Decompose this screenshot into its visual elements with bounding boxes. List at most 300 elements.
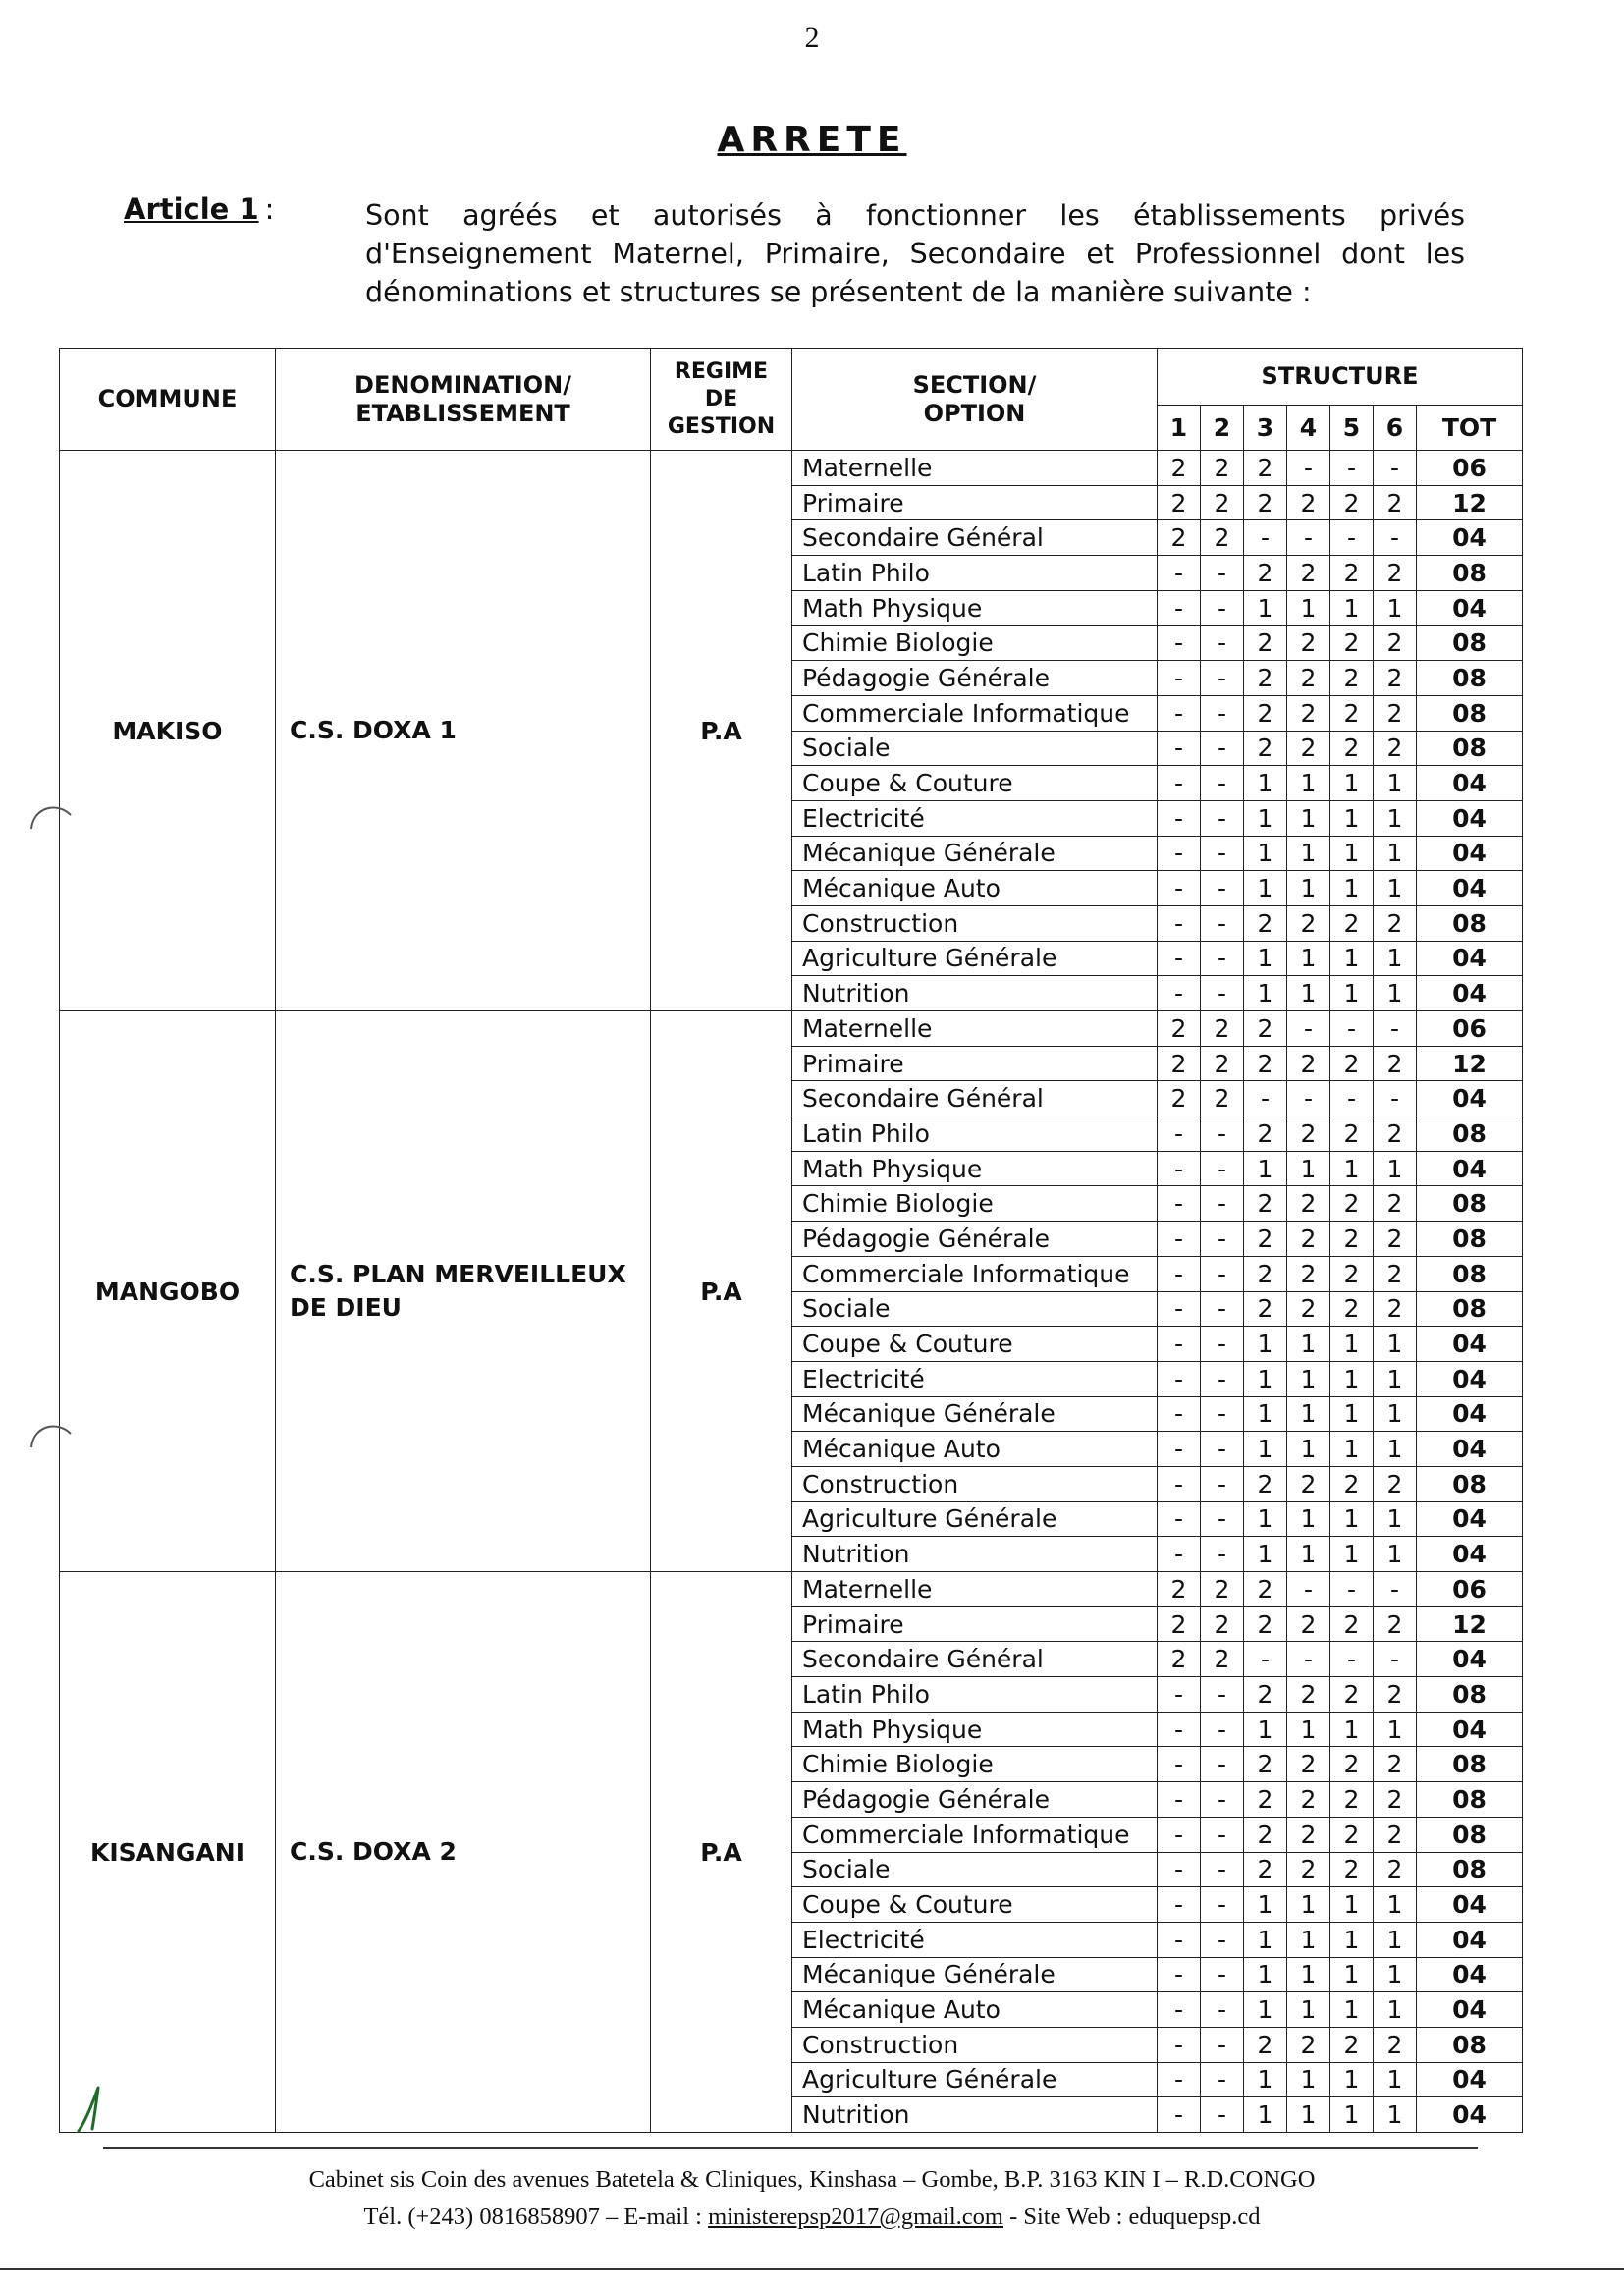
total-cell: 04 (1417, 871, 1523, 906)
level-2-cell: 2 (1201, 1572, 1244, 1607)
level-1-cell: - (1158, 1677, 1201, 1713)
level-4-cell: 1 (1287, 1712, 1330, 1747)
level-2-cell: 2 (1201, 451, 1244, 486)
commune-cell: KISANGANI (60, 1572, 276, 2133)
level-1-cell: - (1158, 1852, 1201, 1887)
level-5-cell: 2 (1330, 1606, 1374, 1642)
level-4-cell: 2 (1287, 556, 1330, 591)
level-2-cell: 2 (1201, 1011, 1244, 1047)
header-regime-line1: REGIME (674, 358, 769, 384)
level-6-cell: 2 (1374, 1222, 1417, 1257)
level-4-cell: 1 (1287, 1887, 1330, 1923)
total-cell: 08 (1417, 1852, 1523, 1887)
level-3-cell: 2 (1244, 1572, 1287, 1607)
level-5-cell: 2 (1330, 905, 1374, 941)
denomination-line: C.S. DOXA 2 (290, 1837, 457, 1866)
level-6-cell: - (1374, 1642, 1417, 1677)
level-1-cell: - (1158, 626, 1201, 661)
level-6-cell: 1 (1374, 1922, 1417, 1957)
total-cell: 08 (1417, 661, 1523, 696)
total-cell: 04 (1417, 1501, 1523, 1537)
level-1-cell: - (1158, 1747, 1201, 1782)
section-option-cell: Secondaire Général (792, 1642, 1158, 1677)
level-2-cell: 2 (1201, 1642, 1244, 1677)
total-cell: 04 (1417, 1327, 1523, 1362)
level-4-cell: 1 (1287, 2062, 1330, 2097)
level-2-cell: - (1201, 1222, 1244, 1257)
total-cell: 12 (1417, 1046, 1523, 1081)
level-5-cell: - (1330, 520, 1374, 556)
level-1-cell: - (1158, 1712, 1201, 1747)
level-3-cell: 2 (1244, 1782, 1287, 1818)
level-6-cell: 2 (1374, 661, 1417, 696)
header-section-line2: OPTION (923, 399, 1026, 427)
level-5-cell: 2 (1330, 1466, 1374, 1501)
level-4-cell: 2 (1287, 1782, 1330, 1818)
level-3-cell: 1 (1244, 1151, 1287, 1186)
total-cell: 04 (1417, 1712, 1523, 1747)
level-4-cell: 2 (1287, 626, 1330, 661)
level-3-cell: 1 (1244, 976, 1287, 1011)
level-5-cell: 2 (1330, 1186, 1374, 1222)
denomination-cell (276, 451, 651, 1011)
level-5-cell: 1 (1330, 1887, 1374, 1923)
level-4-cell: 1 (1287, 2097, 1330, 2133)
level-6-cell: 2 (1374, 626, 1417, 661)
level-5-cell: 2 (1330, 695, 1374, 731)
page-bottom-rule (0, 2268, 1624, 2270)
level-4-cell: 1 (1287, 1327, 1330, 1362)
level-1-cell: - (1158, 1887, 1201, 1923)
level-1-cell: 2 (1158, 1081, 1201, 1116)
total-cell: 04 (1417, 1957, 1523, 1992)
level-4-cell: 1 (1287, 871, 1330, 906)
level-2-cell: - (1201, 1747, 1244, 1782)
header-regime-line2: DE (704, 386, 738, 411)
level-1-cell: - (1158, 2097, 1201, 2133)
level-2-cell: - (1201, 2062, 1244, 2097)
section-option-cell: Math Physique (792, 590, 1158, 626)
level-5-cell: 1 (1330, 800, 1374, 836)
level-2-cell: 2 (1201, 520, 1244, 556)
section-option-cell: Nutrition (792, 976, 1158, 1011)
level-5-cell: 1 (1330, 1361, 1374, 1396)
level-2-cell: - (1201, 1186, 1244, 1222)
level-5-cell: 1 (1330, 2062, 1374, 2097)
level-4-cell: 1 (1287, 1957, 1330, 1992)
level-1-cell: - (1158, 1992, 1201, 2028)
level-1-cell: 2 (1158, 485, 1201, 520)
section-option-cell: Coupe & Couture (792, 1327, 1158, 1362)
level-1-cell: - (1158, 1151, 1201, 1186)
header-level-3: 3 (1244, 406, 1287, 451)
level-5-cell: 2 (1330, 1116, 1374, 1152)
level-2-cell: - (1201, 1396, 1244, 1432)
level-3-cell: 1 (1244, 1887, 1287, 1923)
level-2-cell: - (1201, 766, 1244, 801)
section-option-cell: Sociale (792, 1852, 1158, 1887)
section-option-cell: Nutrition (792, 1537, 1158, 1572)
total-cell: 06 (1417, 1572, 1523, 1607)
section-option-cell: Secondaire Général (792, 520, 1158, 556)
level-3-cell: 2 (1244, 1011, 1287, 1047)
header-section (792, 349, 1158, 451)
level-4-cell: 1 (1287, 1922, 1330, 1957)
level-1-cell: - (1158, 905, 1201, 941)
header-level-1: 1 (1158, 406, 1201, 451)
level-2-cell: - (1201, 695, 1244, 731)
total-cell: 12 (1417, 1606, 1523, 1642)
level-3-cell: 2 (1244, 1677, 1287, 1713)
header-regime (651, 349, 792, 451)
level-1-cell: - (1158, 941, 1201, 976)
level-4-cell: 2 (1287, 695, 1330, 731)
header-section-line1: SECTION/ (912, 370, 1037, 399)
level-3-cell: 1 (1244, 871, 1287, 906)
level-2-cell: - (1201, 556, 1244, 591)
level-2-cell: 2 (1201, 1606, 1244, 1642)
level-3-cell: 1 (1244, 800, 1287, 836)
level-5-cell: 1 (1330, 766, 1374, 801)
section-option-cell: Electricité (792, 1361, 1158, 1396)
level-4-cell: 2 (1287, 1222, 1330, 1257)
level-4-cell: 2 (1287, 1677, 1330, 1713)
level-5-cell: 2 (1330, 626, 1374, 661)
level-1-cell: - (1158, 556, 1201, 591)
level-4-cell: 2 (1287, 905, 1330, 941)
level-4-cell: 1 (1287, 766, 1330, 801)
level-6-cell: 1 (1374, 941, 1417, 976)
total-cell: 06 (1417, 451, 1523, 486)
level-2-cell: - (1201, 1466, 1244, 1501)
section-option-cell: Latin Philo (792, 556, 1158, 591)
section-option-cell: Construction (792, 2027, 1158, 2062)
total-cell: 04 (1417, 1537, 1523, 1572)
level-1-cell: - (1158, 766, 1201, 801)
level-6-cell: - (1374, 1011, 1417, 1047)
level-6-cell: 2 (1374, 731, 1417, 766)
section-option-cell: Agriculture Générale (792, 1501, 1158, 1537)
level-1-cell: 2 (1158, 1642, 1201, 1677)
level-3-cell: 1 (1244, 2097, 1287, 2133)
level-2-cell: - (1201, 836, 1244, 871)
level-4-cell: 1 (1287, 1361, 1330, 1396)
table-row (60, 1011, 1523, 1047)
level-4-cell: 2 (1287, 485, 1330, 520)
level-3-cell: 2 (1244, 1046, 1287, 1081)
level-3-cell: 2 (1244, 1291, 1287, 1327)
level-6-cell: 1 (1374, 1432, 1417, 1467)
level-5-cell: - (1330, 1081, 1374, 1116)
section-option-cell: Mécanique Générale (792, 1396, 1158, 1432)
level-1-cell: - (1158, 1817, 1201, 1852)
level-3-cell: - (1244, 520, 1287, 556)
level-6-cell: 1 (1374, 2097, 1417, 2133)
level-3-cell: 2 (1244, 2027, 1287, 2062)
level-5-cell: 1 (1330, 1432, 1374, 1467)
level-4-cell: - (1287, 1011, 1330, 1047)
level-6-cell: - (1374, 1081, 1417, 1116)
level-3-cell: 1 (1244, 2062, 1287, 2097)
level-6-cell: 2 (1374, 2027, 1417, 2062)
level-5-cell: 1 (1330, 590, 1374, 626)
header-structure: STRUCTURE (1158, 349, 1523, 406)
level-1-cell: - (1158, 836, 1201, 871)
header-denomination-line1: DENOMINATION/ (354, 370, 571, 399)
level-3-cell: 1 (1244, 1922, 1287, 1957)
header-level-4: 4 (1287, 406, 1330, 451)
level-4-cell: - (1287, 1572, 1330, 1607)
level-5-cell: 2 (1330, 661, 1374, 696)
section-option-cell: Nutrition (792, 2097, 1158, 2133)
level-5-cell: 1 (1330, 2097, 1374, 2133)
level-6-cell: 1 (1374, 1712, 1417, 1747)
level-4-cell: 2 (1287, 1256, 1330, 1291)
total-cell: 04 (1417, 520, 1523, 556)
level-5-cell: 2 (1330, 1817, 1374, 1852)
level-2-cell: - (1201, 1291, 1244, 1327)
level-4-cell: 2 (1287, 1852, 1330, 1887)
level-2-cell: - (1201, 800, 1244, 836)
level-1-cell: - (1158, 661, 1201, 696)
level-5-cell: 2 (1330, 1782, 1374, 1818)
level-6-cell: 1 (1374, 766, 1417, 801)
level-1-cell: 2 (1158, 1606, 1201, 1642)
level-3-cell: 2 (1244, 661, 1287, 696)
level-4-cell: 2 (1287, 1606, 1330, 1642)
level-5-cell: 2 (1330, 1852, 1374, 1887)
section-option-cell: Maternelle (792, 1011, 1158, 1047)
section-option-cell: Chimie Biologie (792, 1186, 1158, 1222)
level-6-cell: 2 (1374, 695, 1417, 731)
level-1-cell: - (1158, 2027, 1201, 2062)
level-2-cell: - (1201, 1992, 1244, 2028)
total-cell: 08 (1417, 626, 1523, 661)
total-cell: 04 (1417, 1081, 1523, 1116)
level-6-cell: 2 (1374, 1046, 1417, 1081)
level-1-cell: - (1158, 1186, 1201, 1222)
total-cell: 08 (1417, 1817, 1523, 1852)
total-cell: 12 (1417, 485, 1523, 520)
level-1-cell: - (1158, 1222, 1201, 1257)
section-option-cell: Math Physique (792, 1712, 1158, 1747)
level-1-cell: - (1158, 1466, 1201, 1501)
level-4-cell: 1 (1287, 1151, 1330, 1186)
section-option-cell: Chimie Biologie (792, 626, 1158, 661)
level-4-cell: 1 (1287, 976, 1330, 1011)
section-option-cell: Commerciale Informatique (792, 1817, 1158, 1852)
section-option-cell: Commerciale Informatique (792, 1256, 1158, 1291)
section-option-cell: Construction (792, 905, 1158, 941)
section-option-cell: Math Physique (792, 1151, 1158, 1186)
level-5-cell: 1 (1330, 976, 1374, 1011)
total-cell: 04 (1417, 1396, 1523, 1432)
level-5-cell: 1 (1330, 1922, 1374, 1957)
level-6-cell: 2 (1374, 1677, 1417, 1713)
header-total: TOT (1417, 406, 1523, 451)
level-6-cell: 2 (1374, 1186, 1417, 1222)
level-1-cell: - (1158, 1327, 1201, 1362)
level-4-cell: 1 (1287, 1432, 1330, 1467)
level-2-cell: - (1201, 1887, 1244, 1923)
level-2-cell: - (1201, 1256, 1244, 1291)
level-2-cell: - (1201, 1677, 1244, 1713)
level-1-cell: 2 (1158, 520, 1201, 556)
total-cell: 04 (1417, 941, 1523, 976)
footer-email-link[interactable]: ministerepsp2017@gmail.com (708, 2204, 1003, 2230)
level-4-cell: 2 (1287, 731, 1330, 766)
level-6-cell: - (1374, 1572, 1417, 1607)
section-option-cell: Mécanique Auto (792, 871, 1158, 906)
article-text: Sont agréés et autorisés à fonctionner les établissements privés d'Enseignement Maternel, Primaire, Secondaire et Professionnel dont les dénominations et structures se présentent de la manière suivante : (365, 199, 1465, 308)
level-6-cell: 2 (1374, 1817, 1417, 1852)
level-4-cell: - (1287, 520, 1330, 556)
level-5-cell: 2 (1330, 485, 1374, 520)
article-heading (124, 192, 274, 226)
level-4-cell: 1 (1287, 1992, 1330, 2028)
level-2-cell: - (1201, 590, 1244, 626)
level-2-cell: - (1201, 1361, 1244, 1396)
level-1-cell: - (1158, 1116, 1201, 1152)
section-option-cell: Electricité (792, 800, 1158, 836)
section-option-cell: Latin Philo (792, 1677, 1158, 1713)
table-header-row (60, 349, 1523, 406)
section-option-cell: Mécanique Générale (792, 836, 1158, 871)
level-5-cell: 1 (1330, 836, 1374, 871)
level-1-cell: - (1158, 1782, 1201, 1818)
total-cell: 08 (1417, 1677, 1523, 1713)
level-3-cell: 2 (1244, 1466, 1287, 1501)
level-2-cell: - (1201, 1712, 1244, 1747)
header-commune: COMMUNE (60, 349, 276, 451)
level-2-cell: - (1201, 1922, 1244, 1957)
total-cell: 08 (1417, 1186, 1523, 1222)
level-2-cell: - (1201, 1782, 1244, 1818)
level-1-cell: - (1158, 871, 1201, 906)
level-5-cell: 2 (1330, 1222, 1374, 1257)
header-level-6: 6 (1374, 406, 1417, 451)
level-3-cell: 1 (1244, 1327, 1287, 1362)
level-3-cell: 2 (1244, 485, 1287, 520)
level-6-cell: 2 (1374, 1116, 1417, 1152)
level-5-cell: 2 (1330, 2027, 1374, 2062)
punch-hole-mark (27, 795, 73, 835)
level-3-cell: 2 (1244, 451, 1287, 486)
total-cell: 08 (1417, 2027, 1523, 2062)
level-6-cell: 1 (1374, 2062, 1417, 2097)
schools-table (59, 348, 1523, 2133)
signature-mark (71, 2080, 130, 2139)
total-cell: 04 (1417, 1642, 1523, 1677)
level-3-cell: 2 (1244, 1747, 1287, 1782)
level-2-cell: - (1201, 1432, 1244, 1467)
level-2-cell: - (1201, 941, 1244, 976)
total-cell: 08 (1417, 556, 1523, 591)
header-regime-line3: GESTION (667, 413, 776, 439)
section-option-cell: Pédagogie Générale (792, 661, 1158, 696)
level-5-cell: 1 (1330, 871, 1374, 906)
section-option-cell: Commerciale Informatique (792, 695, 1158, 731)
level-1-cell: - (1158, 1256, 1201, 1291)
level-1-cell: - (1158, 1361, 1201, 1396)
level-2-cell: - (1201, 1327, 1244, 1362)
section-option-cell: Electricité (792, 1922, 1158, 1957)
level-3-cell: 2 (1244, 1256, 1287, 1291)
footer-website: - Site Web : eduquepsp.cd (1002, 2204, 1261, 2230)
level-4-cell: 2 (1287, 2027, 1330, 2062)
level-4-cell: 2 (1287, 1817, 1330, 1852)
level-6-cell: 1 (1374, 1887, 1417, 1923)
level-6-cell: 2 (1374, 905, 1417, 941)
total-cell: 04 (1417, 836, 1523, 871)
level-6-cell: 2 (1374, 1782, 1417, 1818)
level-2-cell: - (1201, 871, 1244, 906)
section-option-cell: Coupe & Couture (792, 1887, 1158, 1923)
document-title: ARRETE (717, 120, 907, 160)
section-option-cell: Primaire (792, 1046, 1158, 1081)
header-denomination (276, 349, 651, 451)
level-3-cell: 2 (1244, 1116, 1287, 1152)
level-5-cell: - (1330, 1642, 1374, 1677)
level-1-cell: 2 (1158, 1572, 1201, 1607)
level-6-cell: 1 (1374, 1327, 1417, 1362)
level-5-cell: 1 (1330, 1501, 1374, 1537)
level-1-cell: - (1158, 590, 1201, 626)
level-3-cell: 2 (1244, 731, 1287, 766)
level-3-cell: 1 (1244, 836, 1287, 871)
level-6-cell: 2 (1374, 1606, 1417, 1642)
level-2-cell: - (1201, 731, 1244, 766)
total-cell: 04 (1417, 2097, 1523, 2133)
total-cell: 08 (1417, 1466, 1523, 1501)
level-1-cell: 2 (1158, 451, 1201, 486)
section-option-cell: Primaire (792, 1606, 1158, 1642)
total-cell: 08 (1417, 695, 1523, 731)
denomination-line: C.S. PLAN MERVEILLEUX (290, 1260, 626, 1288)
level-6-cell: 1 (1374, 1396, 1417, 1432)
level-6-cell: 2 (1374, 1466, 1417, 1501)
level-6-cell: 2 (1374, 1256, 1417, 1291)
level-4-cell: 2 (1287, 1186, 1330, 1222)
level-4-cell: - (1287, 451, 1330, 486)
total-cell: 08 (1417, 905, 1523, 941)
level-6-cell: 1 (1374, 1537, 1417, 1572)
level-3-cell: 2 (1244, 1186, 1287, 1222)
section-option-cell: Maternelle (792, 1572, 1158, 1607)
level-1-cell: - (1158, 976, 1201, 1011)
section-option-cell: Sociale (792, 1291, 1158, 1327)
level-5-cell: 1 (1330, 1396, 1374, 1432)
level-1-cell: - (1158, 1501, 1201, 1537)
level-6-cell: 2 (1374, 556, 1417, 591)
level-3-cell: 2 (1244, 1817, 1287, 1852)
level-3-cell: 1 (1244, 1361, 1287, 1396)
level-4-cell: 2 (1287, 1116, 1330, 1152)
regime-cell: P.A (651, 451, 792, 1011)
level-6-cell: 1 (1374, 1992, 1417, 2028)
level-3-cell: 1 (1244, 941, 1287, 976)
level-2-cell: - (1201, 1116, 1244, 1152)
total-cell: 04 (1417, 800, 1523, 836)
level-3-cell: - (1244, 1642, 1287, 1677)
level-3-cell: 1 (1244, 766, 1287, 801)
level-4-cell: 1 (1287, 836, 1330, 871)
level-2-cell: - (1201, 976, 1244, 1011)
section-option-cell: Maternelle (792, 451, 1158, 486)
level-3-cell: 1 (1244, 1501, 1287, 1537)
regime-cell: P.A (651, 1011, 792, 1572)
total-cell: 08 (1417, 1782, 1523, 1818)
